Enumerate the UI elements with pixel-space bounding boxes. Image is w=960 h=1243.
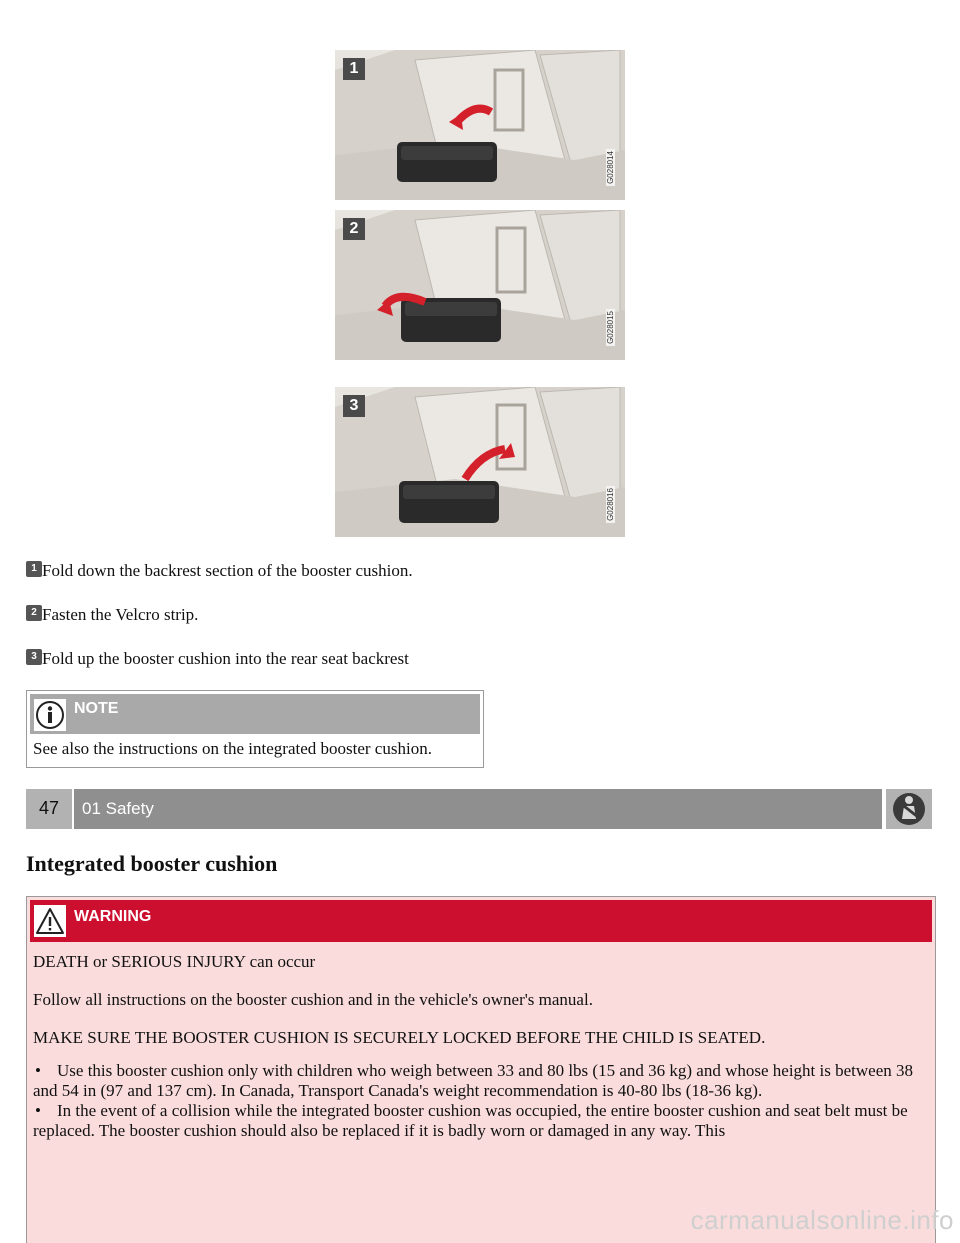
- step-number-icon: 2: [26, 605, 42, 621]
- watermark: carmanualsonline.info: [690, 1205, 954, 1235]
- seatbelt-safety-icon: [886, 789, 932, 829]
- list-item-text: Use this booster cushion only with children who weigh between 33 and 80 lbs (15 and 36 kg) and whose height is between 38 and 54 in (97 and 137 cm). In Canada, Transport Canada's weight recommendation is 40-80 lbs (18-36 kg).: [33, 1061, 913, 1100]
- note-title: NOTE: [74, 700, 119, 717]
- list-item: [33, 1061, 925, 1101]
- seat-illustration-3: [335, 387, 625, 537]
- note-box: [26, 690, 484, 768]
- bullet-icon: •: [35, 1061, 41, 1080]
- page-number: 47: [26, 789, 72, 829]
- figure-step-3: [335, 387, 625, 537]
- warning-bullet-list: [33, 1061, 925, 1141]
- note-text: See also the instructions on the integrated booster cushion.: [33, 739, 432, 758]
- warning-line: MAKE SURE THE BOOSTER CUSHION IS SECURELY LOCKED BEFORE THE CHILD IS SEATED.: [33, 1028, 766, 1047]
- page-heading: Integrated booster cushion: [26, 851, 278, 876]
- list-item: [33, 1101, 925, 1141]
- figure-code: G028016: [606, 488, 615, 521]
- bullet-icon: •: [35, 1101, 41, 1120]
- warning-line: Follow all instructions on the booster cushion and in the vehicle's owner's manual.: [33, 990, 593, 1009]
- warning-box: [26, 896, 936, 1243]
- info-icon: [34, 699, 66, 731]
- step-badge: 1: [343, 58, 365, 80]
- step-number-icon: 3: [26, 649, 42, 665]
- step-badge: 2: [343, 218, 365, 240]
- warning-line: DEATH or SERIOUS INJURY can occur: [33, 952, 316, 971]
- section-icon-box: [886, 789, 932, 829]
- step-3: [26, 649, 409, 669]
- figure-step-2: [335, 210, 625, 360]
- section-title: 01 Safety: [74, 789, 882, 829]
- step-text: Fasten the Velcro strip.: [42, 605, 199, 624]
- step-2: [26, 605, 198, 625]
- step-badge: 3: [343, 395, 365, 417]
- step-text: Fold up the booster cushion into the rear seat backrest: [42, 649, 409, 668]
- step-number-icon: 1: [26, 561, 42, 577]
- page-header-bar: [26, 789, 932, 829]
- warning-header: [30, 900, 932, 942]
- warning-triangle-icon: [34, 905, 66, 937]
- figure-code: G028015: [606, 311, 615, 344]
- warning-title: WARNING: [74, 908, 152, 925]
- list-item-text: In the event of a collision while the integrated booster cushion was occupied, the entire booster cushion and seat belt must be replaced. The booster cushion should also be replaced if it is badly worn or damaged in any way. This: [33, 1101, 908, 1140]
- seat-illustration-1: [335, 50, 625, 200]
- note-header: [30, 694, 480, 734]
- figure-code: G028014: [606, 151, 615, 184]
- seat-illustration-2: [335, 210, 625, 360]
- figure-step-1: [335, 50, 625, 200]
- step-1: [26, 561, 413, 581]
- step-text: Fold down the backrest section of the booster cushion.: [42, 561, 413, 580]
